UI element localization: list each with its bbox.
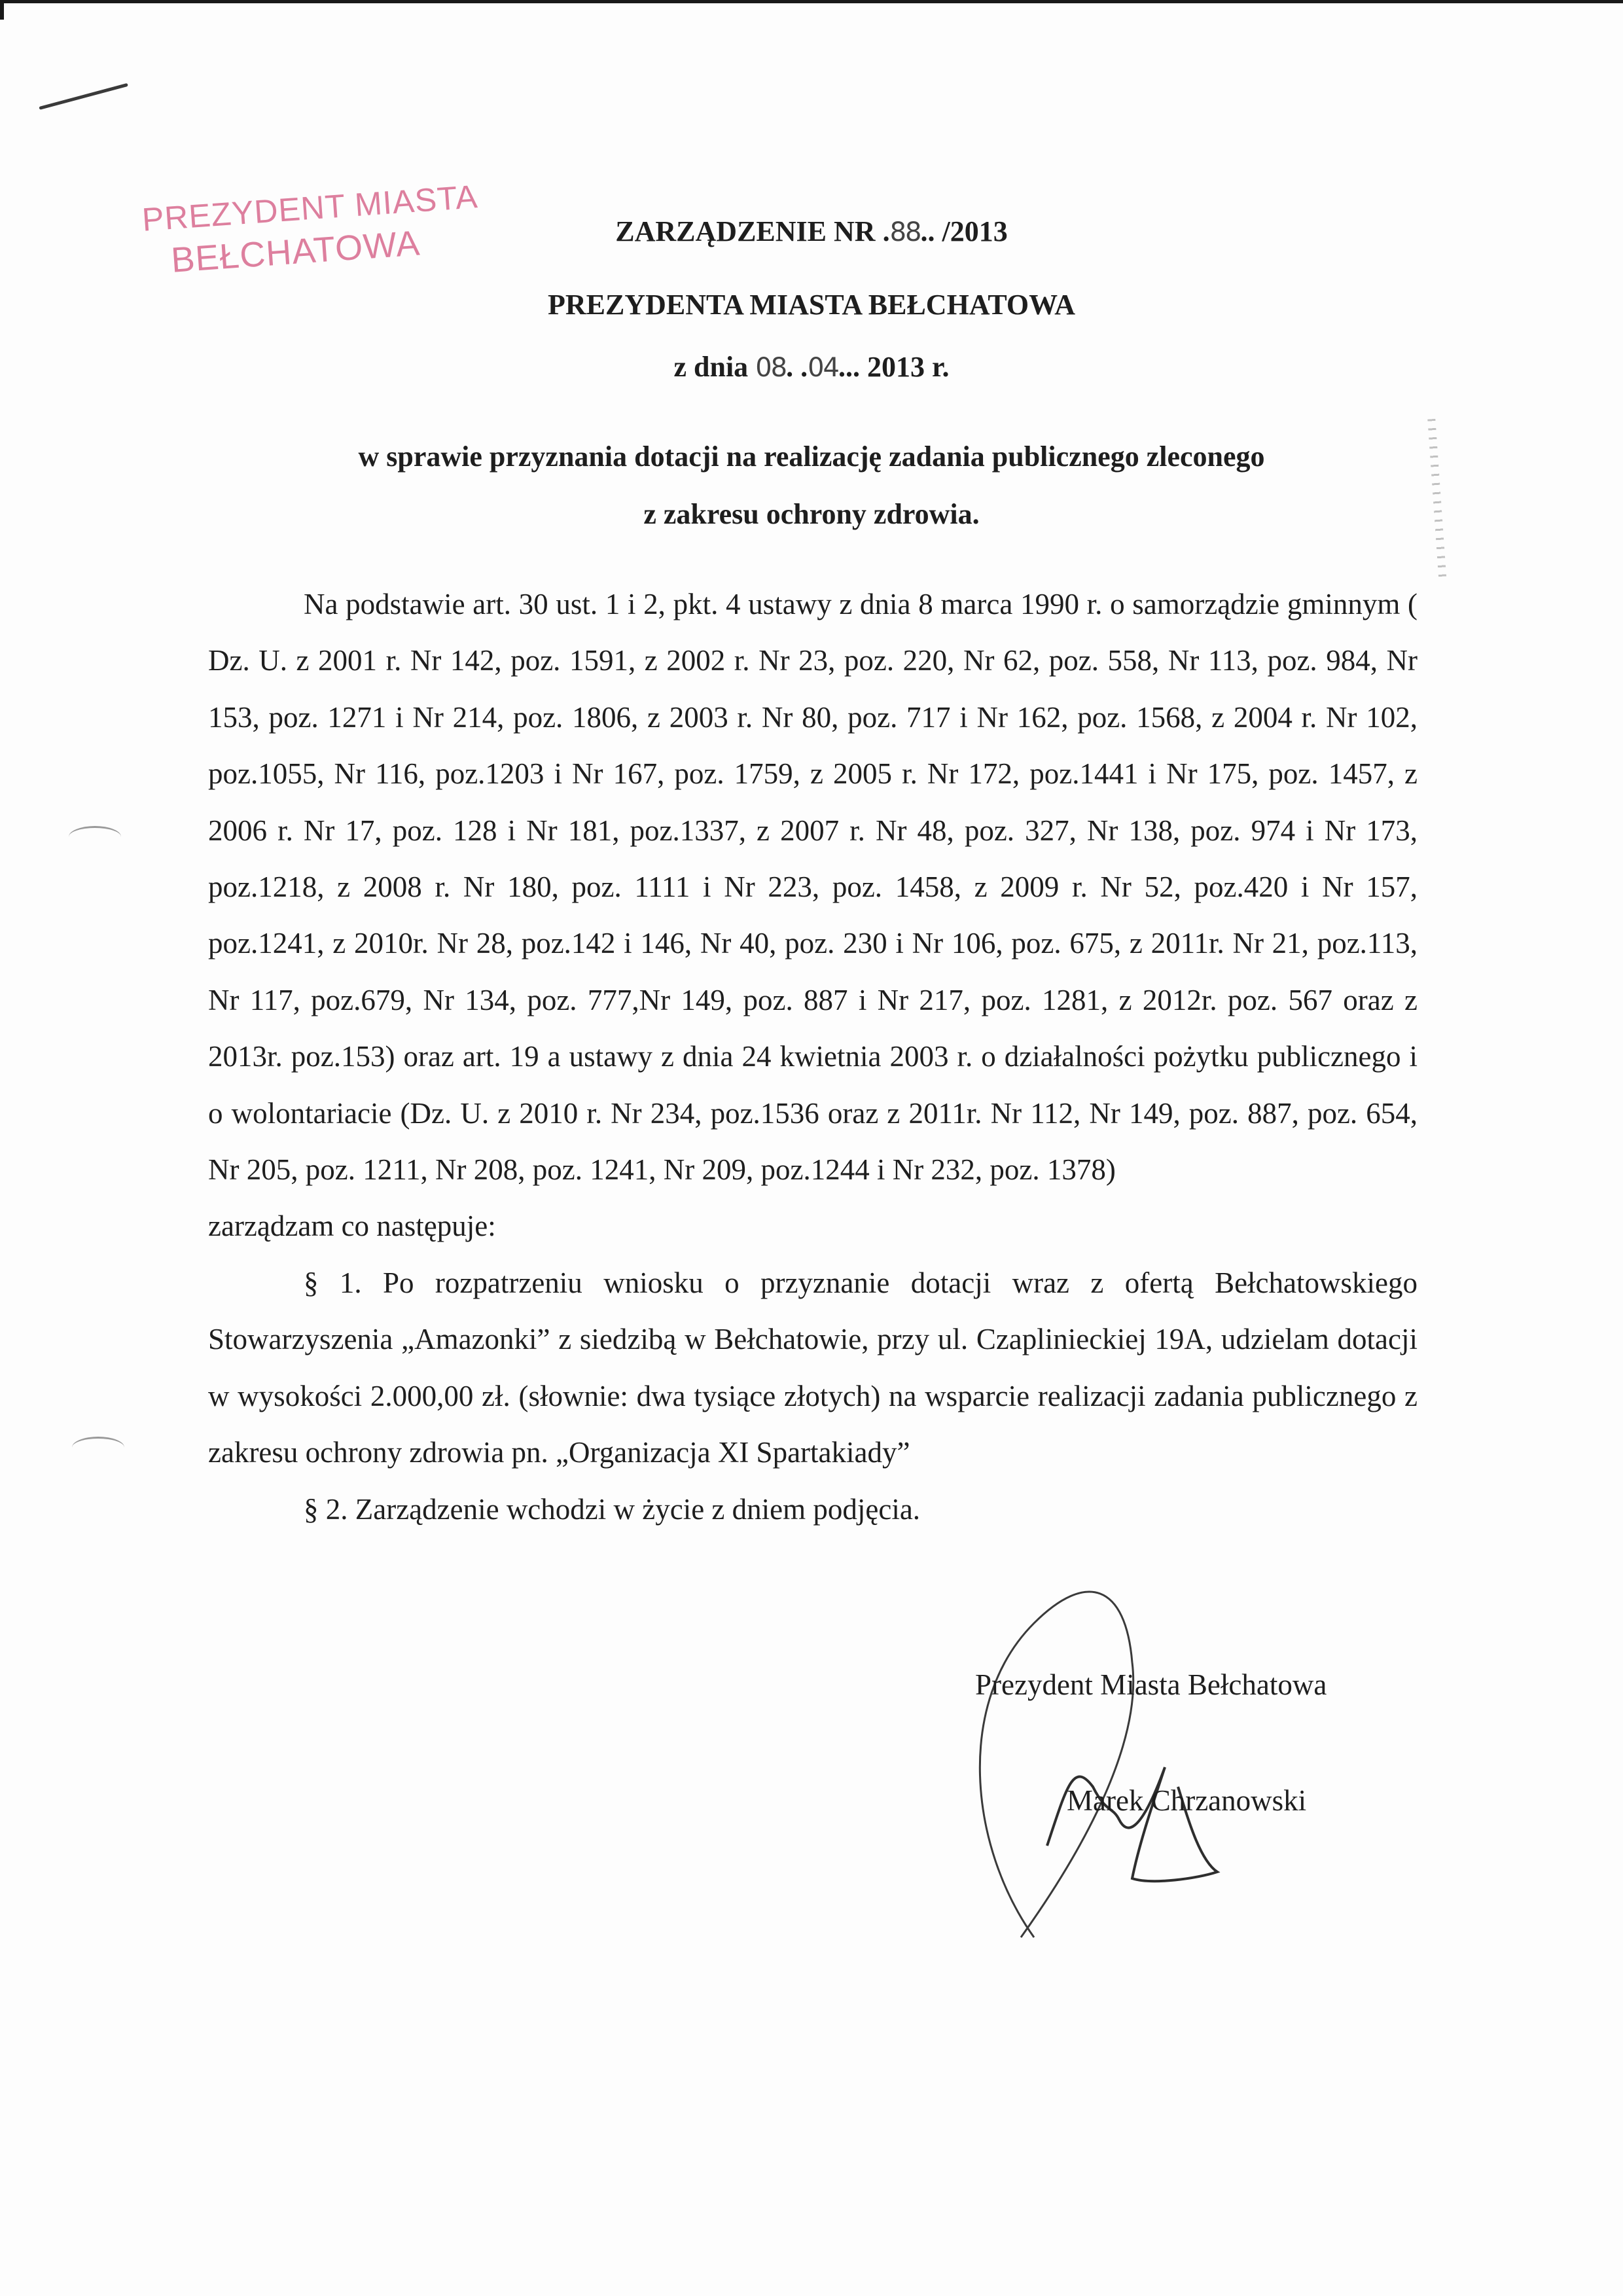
punch-hole-mark — [69, 826, 121, 848]
stamp-line-1: PREZYDENT MIASTA — [141, 178, 480, 238]
section-2: § 2. Zarządzenie wchodzi w życie z dniem podjęcia. — [304, 1492, 921, 1526]
handwritten-number: 88 — [889, 217, 921, 247]
document-title: ZARZĄDZENIE NR .88.. /2013 — [615, 215, 1008, 247]
signatory-name: Marek Chrzanowski — [1067, 1784, 1307, 1817]
document-date: z dnia 08. .04... 2013 r. — [673, 351, 950, 383]
subject-line-1: w sprawie przyznania dotacji na realizację zadania publicznego zleconego — [358, 440, 1265, 473]
pen-mark — [39, 83, 128, 110]
section-1: § 1. Po rozpatrzeniu wniosku o przyznanie dotacji wraz z ofertą Bełchatowskiego Stowarzyszenia „Amazonki” z siedzibą w Bełchatowie, przy ul. Czaplinieckiej 19A, udzielam dotacji w wysokości 2.000,00 zł. (słownie: dwa tysiące złotych) na wsparcie realizacji zadania publicznego z zakresu ochrony zdrowia pn. „Organizacja XI Spartakiady” — [208, 1266, 1418, 1469]
handwritten-month: 04 — [808, 353, 838, 383]
legal-basis-paragraph: Na podstawie art. 30 ust. 1 i 2, pkt. 4 ustawy z dnia 8 marca 1990 r. o samorządzie gminnym ( Dz. U. z 2001 r. Nr 142, poz. 1591, z 2002 r. Nr 23, poz. 220, Nr 62, poz. 558, Nr 113, poz. 984, Nr 153, poz. 1271 i Nr 214, poz. 1806, z 2003 r. Nr 80, poz. 717 i Nr 162, poz. 1568, z 2004 r. Nr 102, poz.1055, Nr 116, poz.1203 i Nr 167, poz. 1759, z 2005 r. Nr 172, poz.1441 i Nr 175, poz. 1457, z 2006 r. Nr 17, poz. 128 i Nr 181, poz.1337, z 2007 r. Nr 48, poz. 327, Nr 138, poz. 974 i Nr 173, poz.1218, z 2008 r. Nr 180, poz. 1111 i Nr 223, poz. 1458, z 2009 r. Nr 52, poz.420 i Nr 157, poz.1241, z 2010r. Nr 28, poz.142 i 146, Nr 40, poz. 230 i Nr 106, poz. 675, z 2011r. Nr 21, poz.113, Nr 117, poz.679, Nr 134, poz. 777,Nr 149, poz. 887 i Nr 217, poz. 1281, z 2012r. poz. 567 oraz z 2013r. poz.153) oraz art. 19 a ustawy z dnia 24 kwietnia 2003 r. o działalności pożytku publicznego i o wolontariacie (Dz. U. z 2010 r. Nr 234, poz.1536 oraz z 2011r. Nr 112, Nr 149, poz. 887, poz. 654, Nr 205, poz. 1211, Nr 208, poz. 1241, Nr 209, poz.1244 i Nr 232, poz. 1378) — [208, 588, 1418, 1187]
handwritten-day: 08 — [755, 353, 787, 383]
subject-line-2: z zakresu ochrony zdrowia. — [643, 498, 980, 530]
issuing-authority: PREZYDENTA MIASTA BEŁCHATOWA — [547, 289, 1075, 321]
decree-intro: zarządzam co następuje: — [208, 1210, 496, 1243]
handwritten-signature — [916, 1571, 1440, 1964]
signature-loop — [980, 1592, 1133, 1937]
signatory-title: Prezydent Miasta Bełchatowa — [975, 1668, 1327, 1701]
scan-edge-left — [0, 0, 4, 20]
scan-edge-top — [0, 0, 1623, 3]
document-body — [208, 576, 1418, 1537]
stamp-line-2: BEŁCHATOWA — [169, 223, 421, 280]
punch-hole-mark — [72, 1437, 124, 1458]
